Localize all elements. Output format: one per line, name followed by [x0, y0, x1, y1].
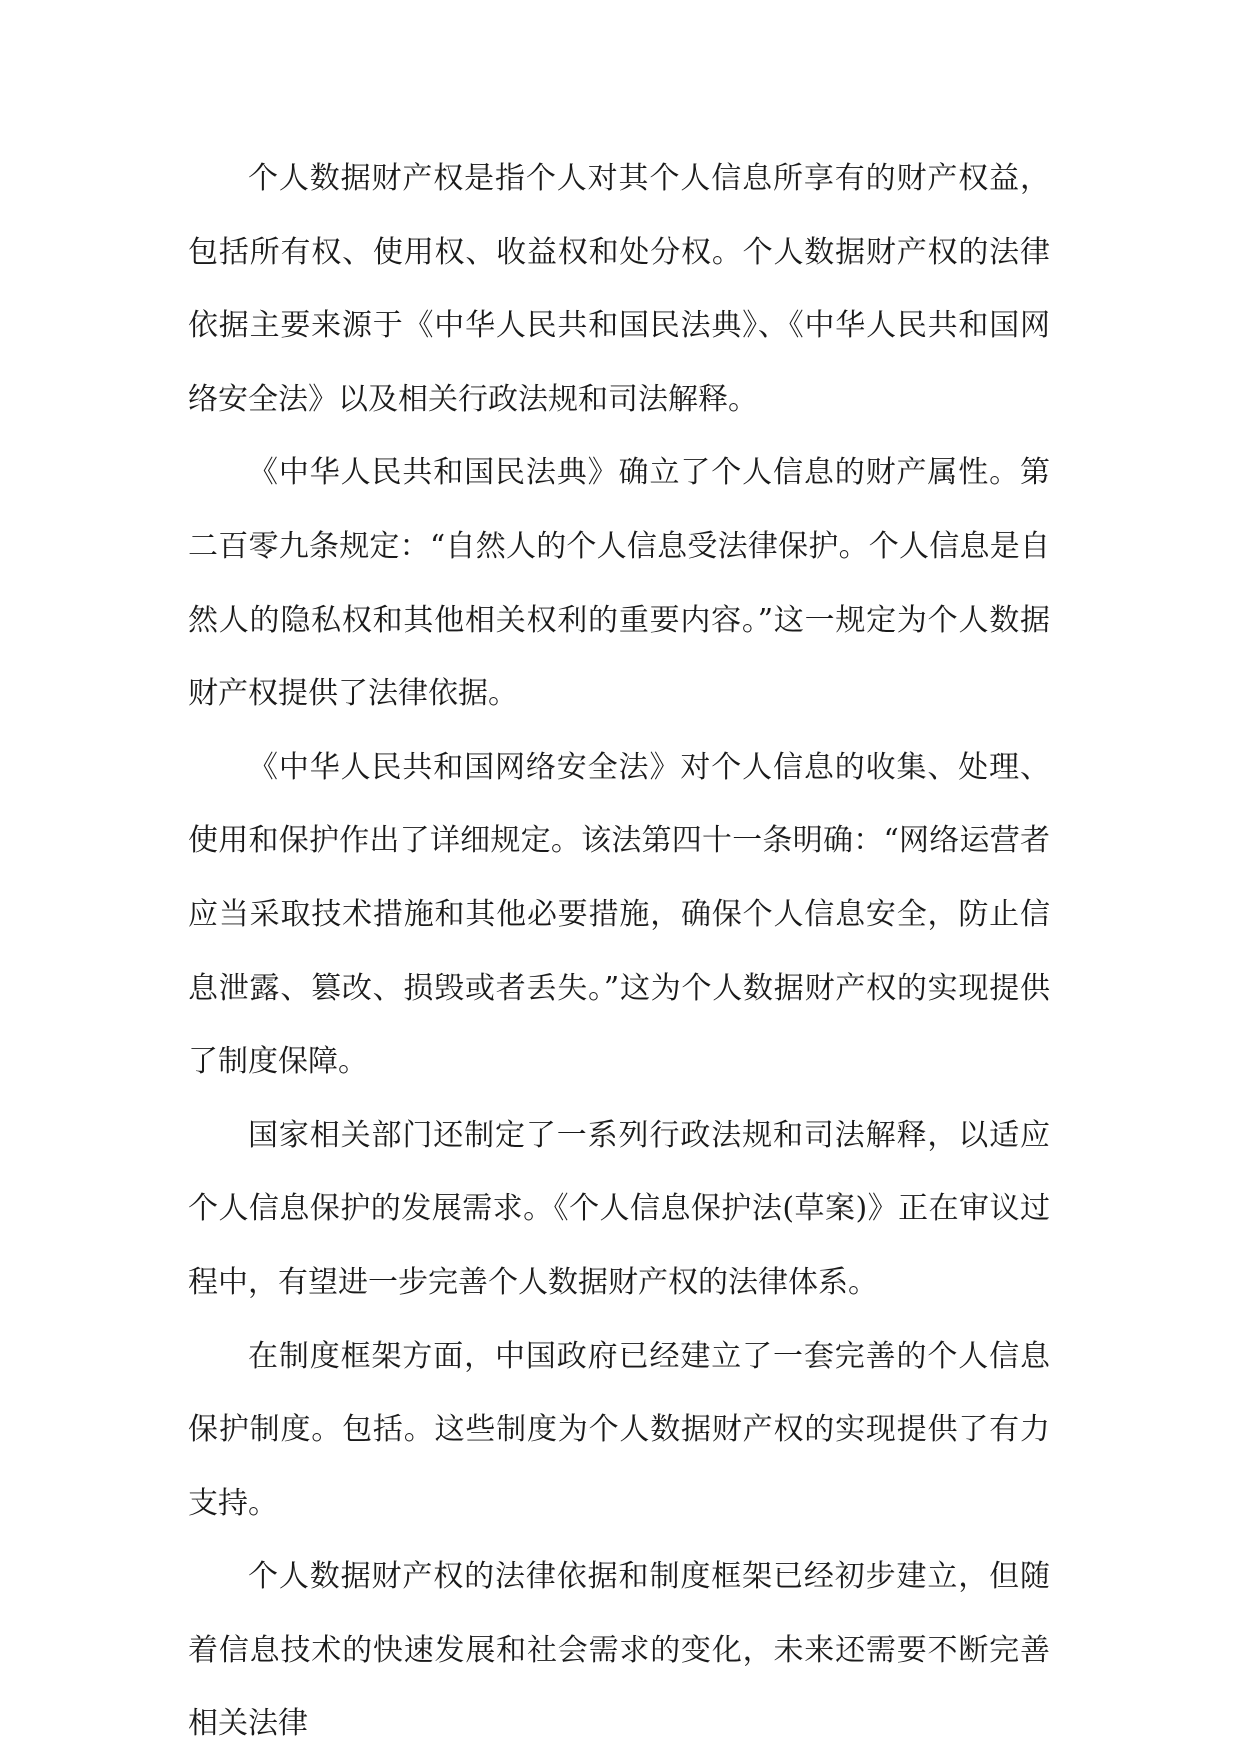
paragraph-2: 《中华人民共和国民法典》确立了个人信息的财产属性。第二百零九条规定：“自然人的个人信息受法律保护。个人信息是自然人的隐私权和其他相关权利的重要内容。”这一规定为个人数据财产权提供了法律依据。 — [188, 455, 1050, 712]
document-body — [188, 142, 1050, 1761]
paragraph-1: 个人数据财产权是指个人对其个人信息所享有的财产权益，包括所有权、使用权、收益权和处分权。个人数据财产权的法律依据主要来源于《中华人民共和国民法典》、《中华人民共和国网络安全法》以及相关行政法规和司法解释。 — [188, 161, 1050, 417]
paragraph-4: 国家相关部门还制定了一系列行政法规和司法解释，以适应个人信息保护的发展需求。《个人信息保护法(草案)》正在审议过程中，有望进一步完善个人数据财产权的法律体系。 — [188, 1117, 1050, 1300]
paragraph-3: 《中华人民共和国网络安全法》对个人信息的收集、处理、使用和保护作出了详细规定。该法第四十一条明确：“网络运营者应当采取技术措施和其他必要措施，确保个人信息安全，防止信息泄露、篡改、损毁或者丢失。”这为个人数据财产权的实现提供了制度保障。 — [188, 749, 1050, 1080]
paragraph-5: 在制度框架方面，中国政府已经建立了一套完善的个人信息保护制度。包括。这些制度为个人数据财产权的实现提供了有力支持。 — [188, 1338, 1050, 1521]
paragraph-6: 个人数据财产权的法律依据和制度框架已经初步建立，但随着信息技术的快速发展和社会需求的变化，未来还需要不断完善相关法律 — [188, 1559, 1050, 1742]
